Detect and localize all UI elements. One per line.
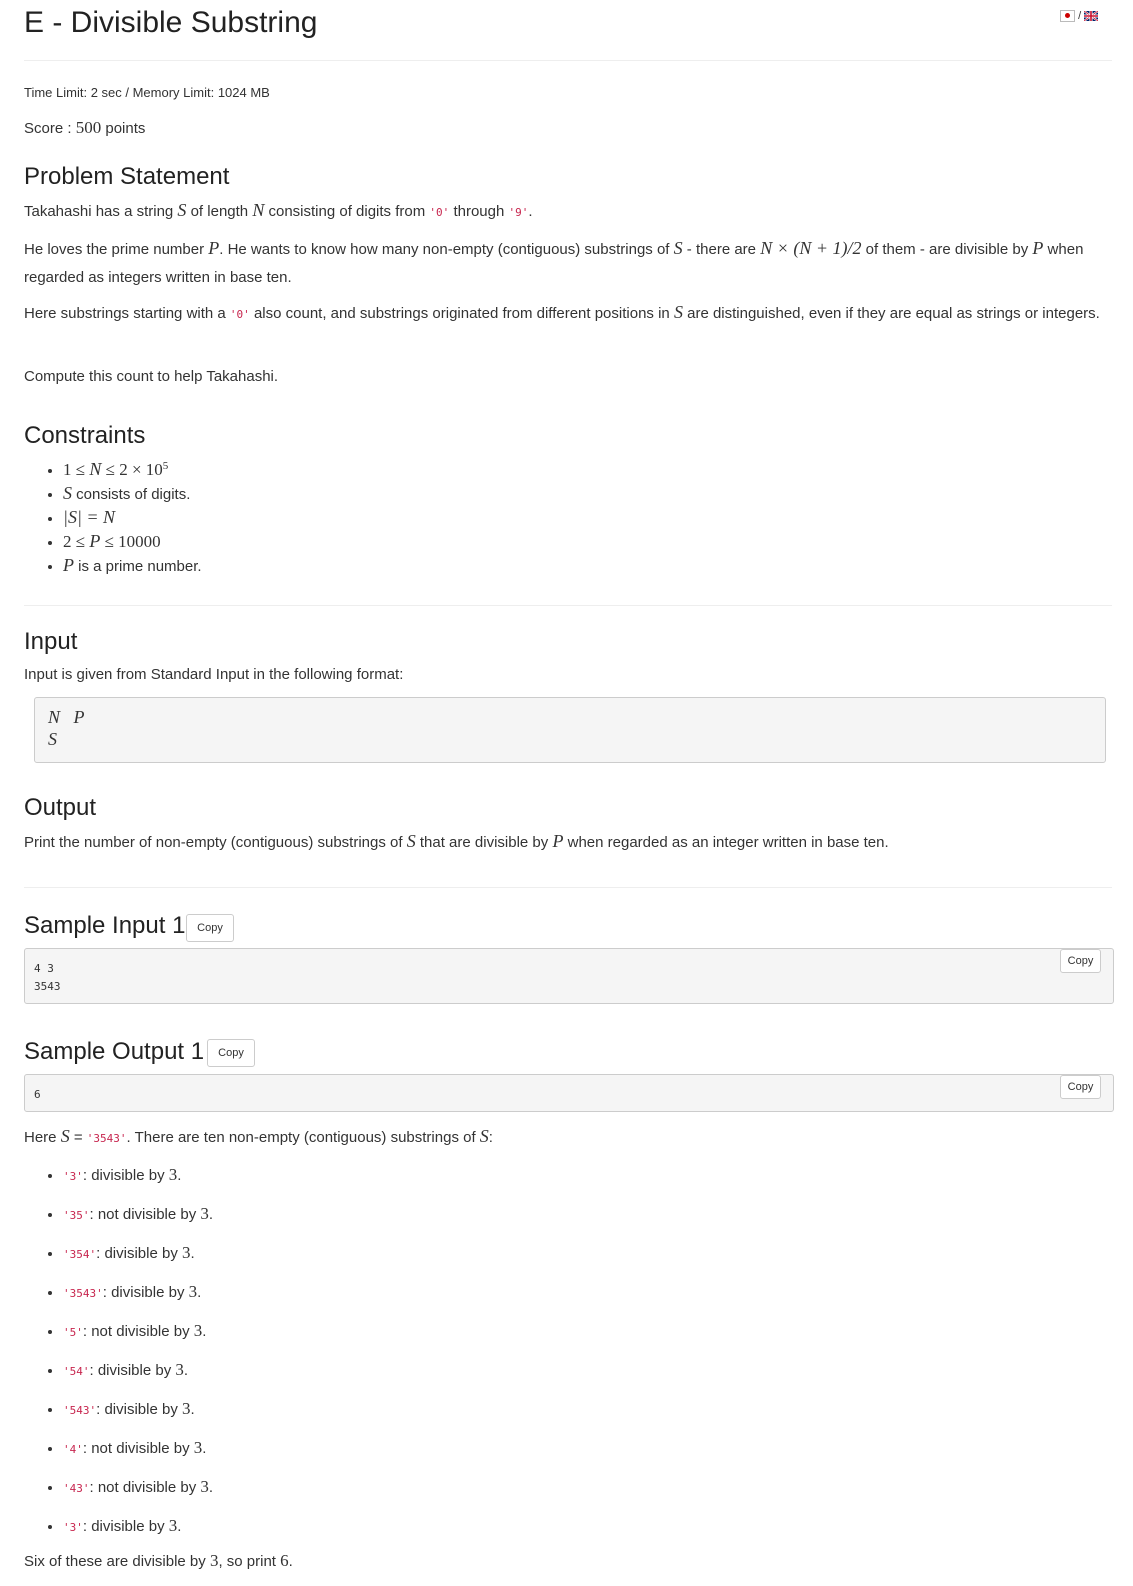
sample-output-1-heading: Sample Output 1 <box>24 1038 205 1065</box>
substring-item: • '354': divisible by 3. <box>63 1242 213 1281</box>
constraint-item: • S consists of digits. <box>63 482 202 506</box>
substring-item: • '543': divisible by 3. <box>63 1398 213 1437</box>
constraints-heading: Constraints <box>24 422 146 449</box>
constraint-item: • $1 \le N \le 2 \times 10^5$ <box>63 455 202 482</box>
substring-item: • '43': not divisible by 3. <box>63 1476 213 1515</box>
sample-input-1-heading: Sample Input 1 <box>24 912 186 939</box>
input-heading: Input <box>24 628 78 655</box>
problem-statement-heading: Problem Statement <box>24 163 230 190</box>
section-divider <box>24 887 1112 888</box>
statement-paragraph-2: He loves the prime number P. He wants to know how many non-empty (contiguous) substrings of S - there are N × (N + 1)/2 of them - are divisible by P when regarded as integers written in base ten. <box>24 238 1084 286</box>
constraint-item: • P is a prime number. <box>63 554 202 578</box>
explanation-intro: Here S = '3543'. There are ten non-empty (contiguous) substrings of S: <box>24 1126 493 1146</box>
output-heading: Output <box>24 794 97 821</box>
output-description: Print the number of non-empty (contiguous) substrings of S that are divisible by P when regarded as an integer written in base ten. <box>24 831 889 851</box>
constraint-item: • |S| = N <box>63 506 202 530</box>
page-title: E - Divisible Substring <box>24 6 318 39</box>
input-description: Input is given from Standard Input in the following format: <box>24 666 404 683</box>
sample-input-1-box <box>24 948 1114 1004</box>
japanese-flag-icon[interactable] <box>1060 10 1075 22</box>
english-flag-icon[interactable] <box>1084 11 1098 21</box>
statement-paragraph-3: Here substrings starting with a '0' also count, and substrings originated from different positions in S are distinguished, even if they are equal as strings or integers. <box>24 302 1100 322</box>
substring-item: • '54': divisible by 3. <box>63 1359 213 1398</box>
score: Score : 500 points <box>24 118 146 137</box>
copy-sample-output-1-button[interactable]: Copy <box>207 1039 255 1067</box>
substring-item: • '35': not divisible by 3. <box>63 1203 213 1242</box>
substring-item: • '3': divisible by 3. <box>63 1515 213 1554</box>
copy-sample-input-1-inline-button[interactable]: Copy <box>1060 949 1101 973</box>
sample-line: 4 3 <box>34 962 54 975</box>
substring-item: • '4': not divisible by 3. <box>63 1437 213 1476</box>
title-divider <box>24 60 1112 61</box>
limits: Time Limit: 2 sec / Memory Limit: 1024 MB <box>24 85 270 100</box>
sample-line: 3543 <box>34 980 61 993</box>
substring-item: • '5': not divisible by 3. <box>63 1320 213 1359</box>
sample-line: 6 <box>34 1088 41 1101</box>
format-line: N P <box>48 707 85 727</box>
explanation-conclusion: Six of these are divisible by 3, so print 6. <box>24 1551 293 1570</box>
substring-item: • '3': divisible by 3. <box>63 1164 213 1203</box>
statement-paragraph-4: Compute this count to help Takahashi. <box>24 368 279 385</box>
constraints-list <box>24 455 202 578</box>
copy-sample-input-1-button[interactable]: Copy <box>186 914 234 942</box>
copy-sample-output-1-inline-button[interactable]: Copy <box>1060 1075 1101 1099</box>
section-divider <box>24 605 1112 606</box>
language-switcher <box>1060 10 1098 22</box>
language-separator: / <box>1078 10 1082 22</box>
constraint-item: • 2 ≤ P ≤ 10000 <box>63 530 202 554</box>
sample-output-1-box <box>24 1074 1114 1112</box>
substring-item: • '3543': divisible by 3. <box>63 1281 213 1320</box>
input-format-box <box>34 697 1106 763</box>
substring-list <box>24 1164 213 1554</box>
format-line: S <box>48 729 57 749</box>
statement-paragraph-1: Takahashi has a string S of length N consisting of digits from '0' through '9'. <box>24 200 533 220</box>
